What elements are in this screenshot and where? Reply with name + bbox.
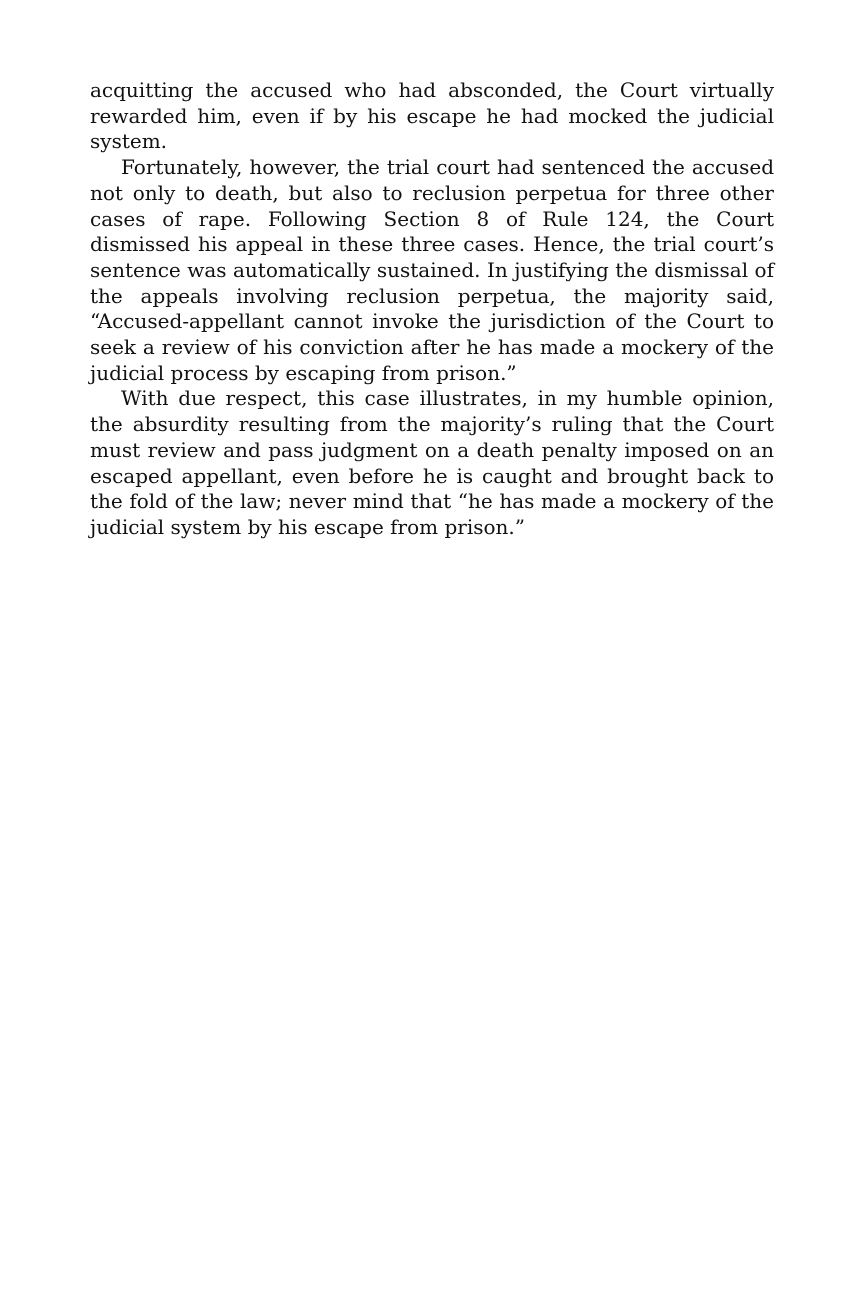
paragraph-due-respect: With due respect, this case illustrates, in my humble opinion, the absurdity resulting from the majority’s ruling that the Court must review and pass judgment on a death penalty imposed on an escaped appellant, even before he is caught and brought back to the fold of the law; never mind that “he has made a mockery of the judicial system by his escape from prison.” [90,386,774,539]
paragraph-trial-court-sentence: Fortunately, however, the trial court had sentenced the accused not only to death, but also to reclusion perpetua for three other cases of rape. Following Section 8 of Rule 124, the Court dismissed his appeal in these three cases. Hence, the trial court’s sentence was automatically sustained. In justifying the dismissal of the appeals involving reclusion perpetua, the majority said, “Accused-appellant cannot invoke the jurisdiction of the Court to seek a review of his conviction after he has made a mockery of the judicial process by escaping from prison.” [90,155,774,385]
body-text [90,78,774,541]
paragraph-continued: acquitting the accused who had absconded, the Court virtually rewarded him, even if by his escape he had mocked the judicial system. [90,78,774,154]
